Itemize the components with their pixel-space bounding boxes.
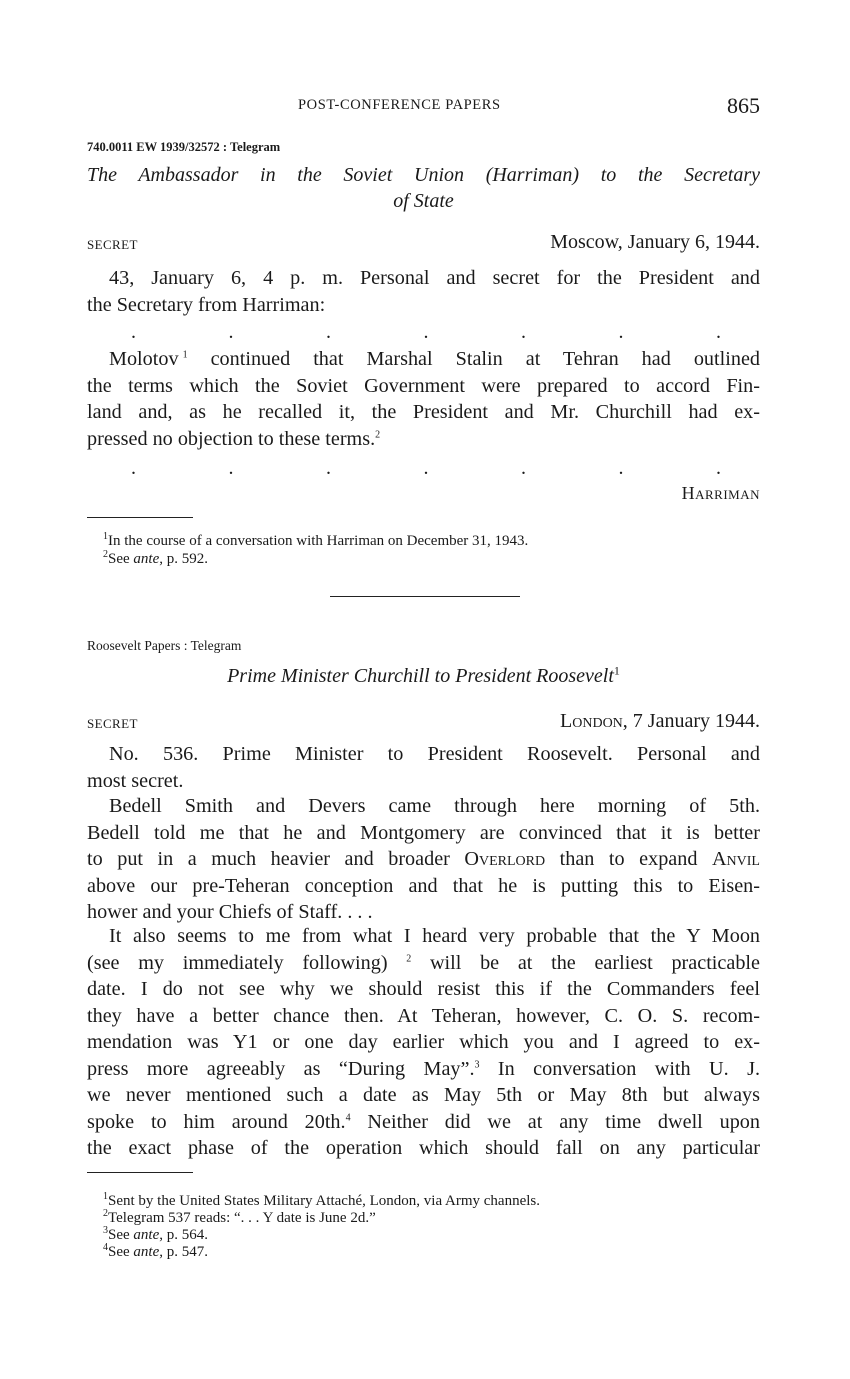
text-line: mendation was Y1 or one day earlier which you and I agreed to ex- bbox=[87, 1031, 760, 1053]
running-head bbox=[87, 93, 760, 117]
text-line: press more agreeably as “During May”.$^3$ In conversation with U. J. bbox=[87, 1057, 760, 1080]
ellipsis-dots: . . . . . . . bbox=[131, 457, 721, 479]
footnote: $^4$See ante, p. 547. bbox=[103, 1242, 208, 1260]
page-number: 865 bbox=[727, 93, 760, 118]
text-line: It also seems to me from what I heard very probable that the Y Moon bbox=[109, 925, 760, 947]
text-line: the exact phase of the operation which should fall on any particular bbox=[87, 1137, 760, 1159]
heading-line: The Ambassador in the Soviet Union (Harriman) to the Secretary bbox=[87, 164, 760, 186]
text-line: Bedell told me that he and Montgomery are convinced that it is better bbox=[87, 821, 760, 844]
text-line: No. 536. Prime Minister to President Roosevelt. Personal and bbox=[109, 743, 760, 765]
footnote: $^1$Sent by the United States Military Attaché, London, via Army channels. bbox=[103, 1191, 541, 1209]
text-line: they have a better chance then. At Teheran, however, C. O. S. recom- bbox=[87, 1004, 760, 1027]
footnote-ref: 3 bbox=[474, 1058, 480, 1070]
footnote-ref: 2 bbox=[375, 428, 381, 440]
heading-line: of State bbox=[393, 190, 454, 212]
dateline bbox=[87, 231, 760, 257]
telegram-paragraph bbox=[87, 265, 760, 318]
text-line: spoke to him around 20th.$^4$ Neither did we at any time dwell upon bbox=[87, 1110, 760, 1133]
text-line: Bedell Smith and Devers came through here morning of 5th. bbox=[109, 795, 760, 817]
telegram-paragraph bbox=[87, 923, 760, 1162]
text-line: date. I do not see why we should resist this if the Commanders feel bbox=[87, 978, 760, 1000]
operation-name: Anvil bbox=[711, 848, 760, 870]
text-line: (see my immediately following) $^2$ will be at the earliest practicable bbox=[87, 951, 760, 974]
text-line: 43, January 6, 4 p. m. Personal and secret for the President and bbox=[109, 267, 760, 289]
signature: Harriman bbox=[681, 483, 760, 503]
footnote-ref: 1 bbox=[613, 663, 620, 678]
text-line: to put in a much heavier and broader Overlord than to expand Anvil bbox=[87, 848, 760, 870]
file-reference: 740.0011 EW 1939/32572 : Telegram bbox=[87, 140, 281, 154]
telegram-paragraph bbox=[87, 741, 760, 794]
dateline bbox=[87, 710, 760, 736]
place-date: London, 7 January 1944. bbox=[560, 710, 760, 732]
text-line: Molotov $^1$ continued that Marshal Stalin at Tehran had outlined bbox=[109, 348, 760, 370]
text-line: the Secretary from Harriman: bbox=[87, 293, 326, 316]
classification-label: SECRET bbox=[87, 237, 138, 252]
section-divider bbox=[330, 596, 520, 597]
footnote: $^3$See ante, p. 564. bbox=[103, 1225, 208, 1243]
text-line: above our pre-Teheran conception and that he is putting this to Eisen- bbox=[87, 874, 760, 897]
footnote-rule bbox=[87, 517, 193, 518]
footnote: $^2$See ante, p. 592. bbox=[103, 549, 208, 567]
document-heading bbox=[87, 162, 760, 214]
telegram-paragraph bbox=[87, 793, 760, 926]
footnote: $^2$Telegram 537 reads: “. . . Y date is June 2d.” bbox=[103, 1208, 376, 1226]
text-line: land and, as he recalled it, the President and Mr. Churchill had ex- bbox=[87, 401, 760, 423]
footnote: $^1$In the course of a conversation with Harriman on December 31, 1943. bbox=[103, 531, 529, 549]
footnote-ref: 4 bbox=[345, 1111, 351, 1123]
place-date: Moscow, January 6, 1944. bbox=[550, 231, 760, 253]
telegram-paragraph bbox=[87, 346, 760, 452]
running-head-title: POST-CONFERENCE PAPERS bbox=[298, 97, 501, 113]
footnote-ref: 1 bbox=[182, 349, 188, 361]
source-reference: Roosevelt Papers : Telegram bbox=[87, 638, 242, 653]
document-heading: Prime Minister Churchill to President Roosevelt$^1$ bbox=[227, 663, 620, 687]
text-line: pressed no objection to these terms.$^2$ bbox=[87, 427, 381, 450]
text-line: we never mentioned such a date as May 5th or May 8th but always bbox=[87, 1084, 760, 1106]
text-line: hower and your Chiefs of Staff. . . . bbox=[87, 901, 373, 923]
text-line: most secret. bbox=[87, 769, 184, 792]
text-line: the terms which the Soviet Government were prepared to accord Fin- bbox=[87, 374, 760, 397]
ellipsis-dots: . . . . . . . bbox=[131, 321, 721, 343]
operation-name: Overlord bbox=[464, 848, 546, 870]
footnote-ref: 2 bbox=[406, 952, 412, 964]
classification-label: SECRET bbox=[87, 716, 138, 731]
footnote-rule bbox=[87, 1172, 193, 1173]
